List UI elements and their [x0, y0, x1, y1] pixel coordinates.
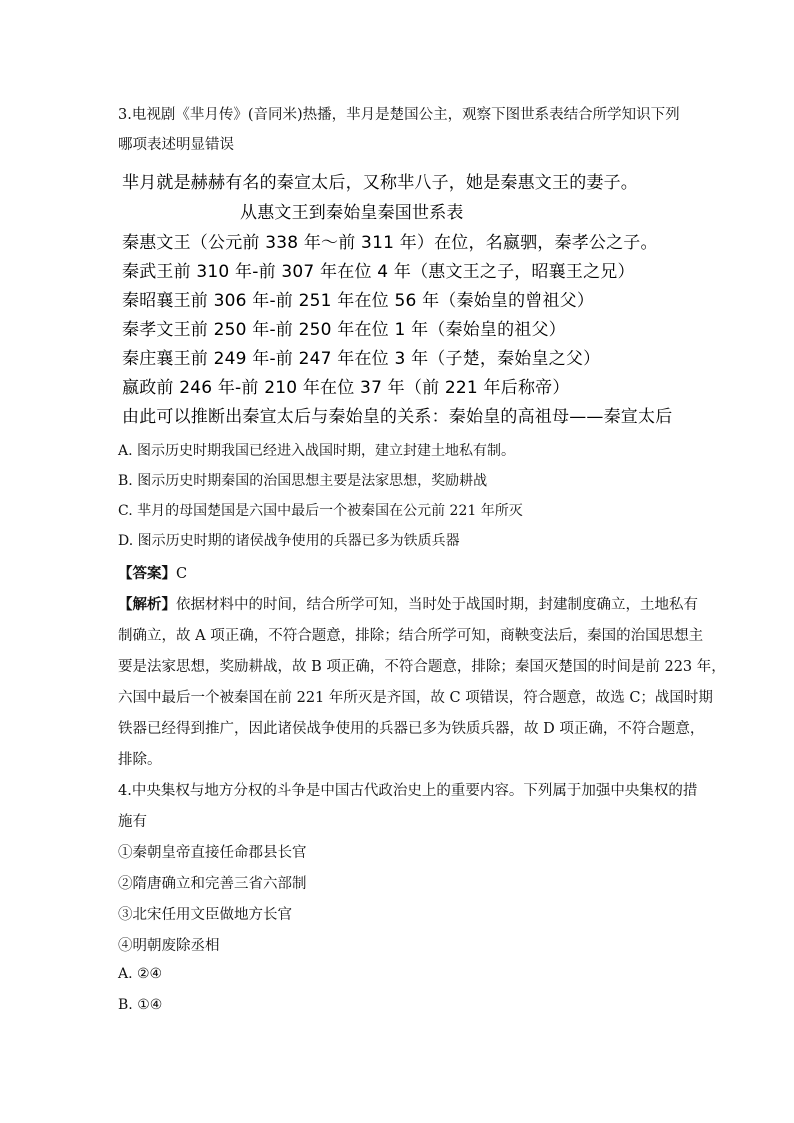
q3-option-d: D. 图示历史时期的诸侯战争使用的兵器已多为铁质兵器 [118, 533, 460, 549]
answer-label: 【答案】 [118, 565, 176, 582]
q3-option-c: C. 芈月的母国楚国是六国中最后一个被秦国在公元前 221 年所灭 [118, 503, 523, 519]
q3-option-b: B. 图示历史时期秦国的治国思想主要是法家思想，奖励耕战 [118, 473, 488, 489]
figure-row: 秦惠文王（公元前 338 年～前 311 年）在位，名嬴驷，秦孝公之子。 [122, 233, 658, 253]
q4-item-3: ③北宋任用文臣做地方长官 [118, 907, 292, 923]
q3-option-a: A. 图示历史时期我国已经进入战国时期，建立封建土地私有制。 [118, 443, 516, 459]
q4-item-2: ②隋唐确立和完善三省六部制 [118, 876, 307, 892]
q4-item-1: ①秦朝皇帝直接任命郡县长官 [118, 845, 307, 861]
figure-conclusion: 由此可以推断出秦宣太后与秦始皇的关系：秦始皇的高祖母——秦宣太后 [122, 407, 673, 427]
figure-intro: 芈月就是赫赫有名的秦宣太后，又称芈八子，她是秦惠文王的妻子。 [122, 173, 638, 193]
q3-analysis-line-5: 铁器已经得到推广，因此诸侯战争使用的兵器已多为铁质兵器，故 D 项正确，不符合题意， [118, 721, 705, 737]
q3-stem-line-2: 哪项表述明显错误 [118, 137, 234, 153]
q4-stem-line-1: 4.中央集权与地方分权的斗争是中国古代政治史上的重要内容。下列属于加强中央集权的措 [118, 783, 698, 799]
figure-row: 秦孝文王前 250 年-前 250 年在位 1 年（秦始皇的祖父） [122, 320, 566, 340]
q4-item-4: ④明朝废除丞相 [118, 938, 220, 954]
q3-analysis-line-3: 要是法家思想，奖励耕战，故 B 项正确，不符合题意，排除；秦国灭楚国的时间是前 223 年， [118, 659, 726, 675]
q3-analysis-line-2: 制确立，故 A 项正确，不符合题意，排除；结合所学可知，商鞅变法后，秦国的治国思想主 [118, 628, 704, 644]
figure-row: 秦武王前 310 年-前 307 年在位 4 年（惠文王之子，昭襄王之兄） [122, 262, 635, 282]
q4-option-b: B. ①④ [118, 997, 163, 1013]
figure-row: 秦昭襄王前 306 年-前 251 年在位 56 年（秦始皇的曾祖父） [122, 291, 595, 311]
q4-option-a: A. ②④ [118, 966, 163, 982]
q3-analysis-line-4: 六国中最后一个被秦国在前 221 年所灭是齐国，故 C 项错误，符合题意，故选 C；战国时期 [118, 690, 713, 706]
q3-stem-line-1: 3.电视剧《芈月传》(音同米)热播，芈月是楚国公主，观察下图世系表结合所学知识下列 [118, 107, 680, 123]
figure-row: 秦庄襄王前 249 年-前 247 年在位 3 年（子楚，秦始皇之父） [122, 349, 601, 369]
genealogy-figure [118, 160, 718, 430]
q4-stem-line-2: 施有 [118, 814, 147, 830]
q3-answer [118, 562, 187, 583]
figure-row: 嬴政前 246 年-前 210 年在位 37 年（前 221 年后称帝） [122, 378, 570, 398]
analysis-label: 【解析】 [118, 596, 176, 613]
figure-title: 从惠文王到秦始皇秦国世系表 [240, 203, 464, 223]
q3-analysis-line-6: 排除。 [118, 752, 162, 768]
answer-value: C [176, 566, 188, 582]
analysis-text: 依据材料中的时间，结合所学可知，当时处于战国时期，封建制度确立，土地私有 [176, 597, 698, 613]
q3-analysis-line-1 [118, 593, 698, 614]
